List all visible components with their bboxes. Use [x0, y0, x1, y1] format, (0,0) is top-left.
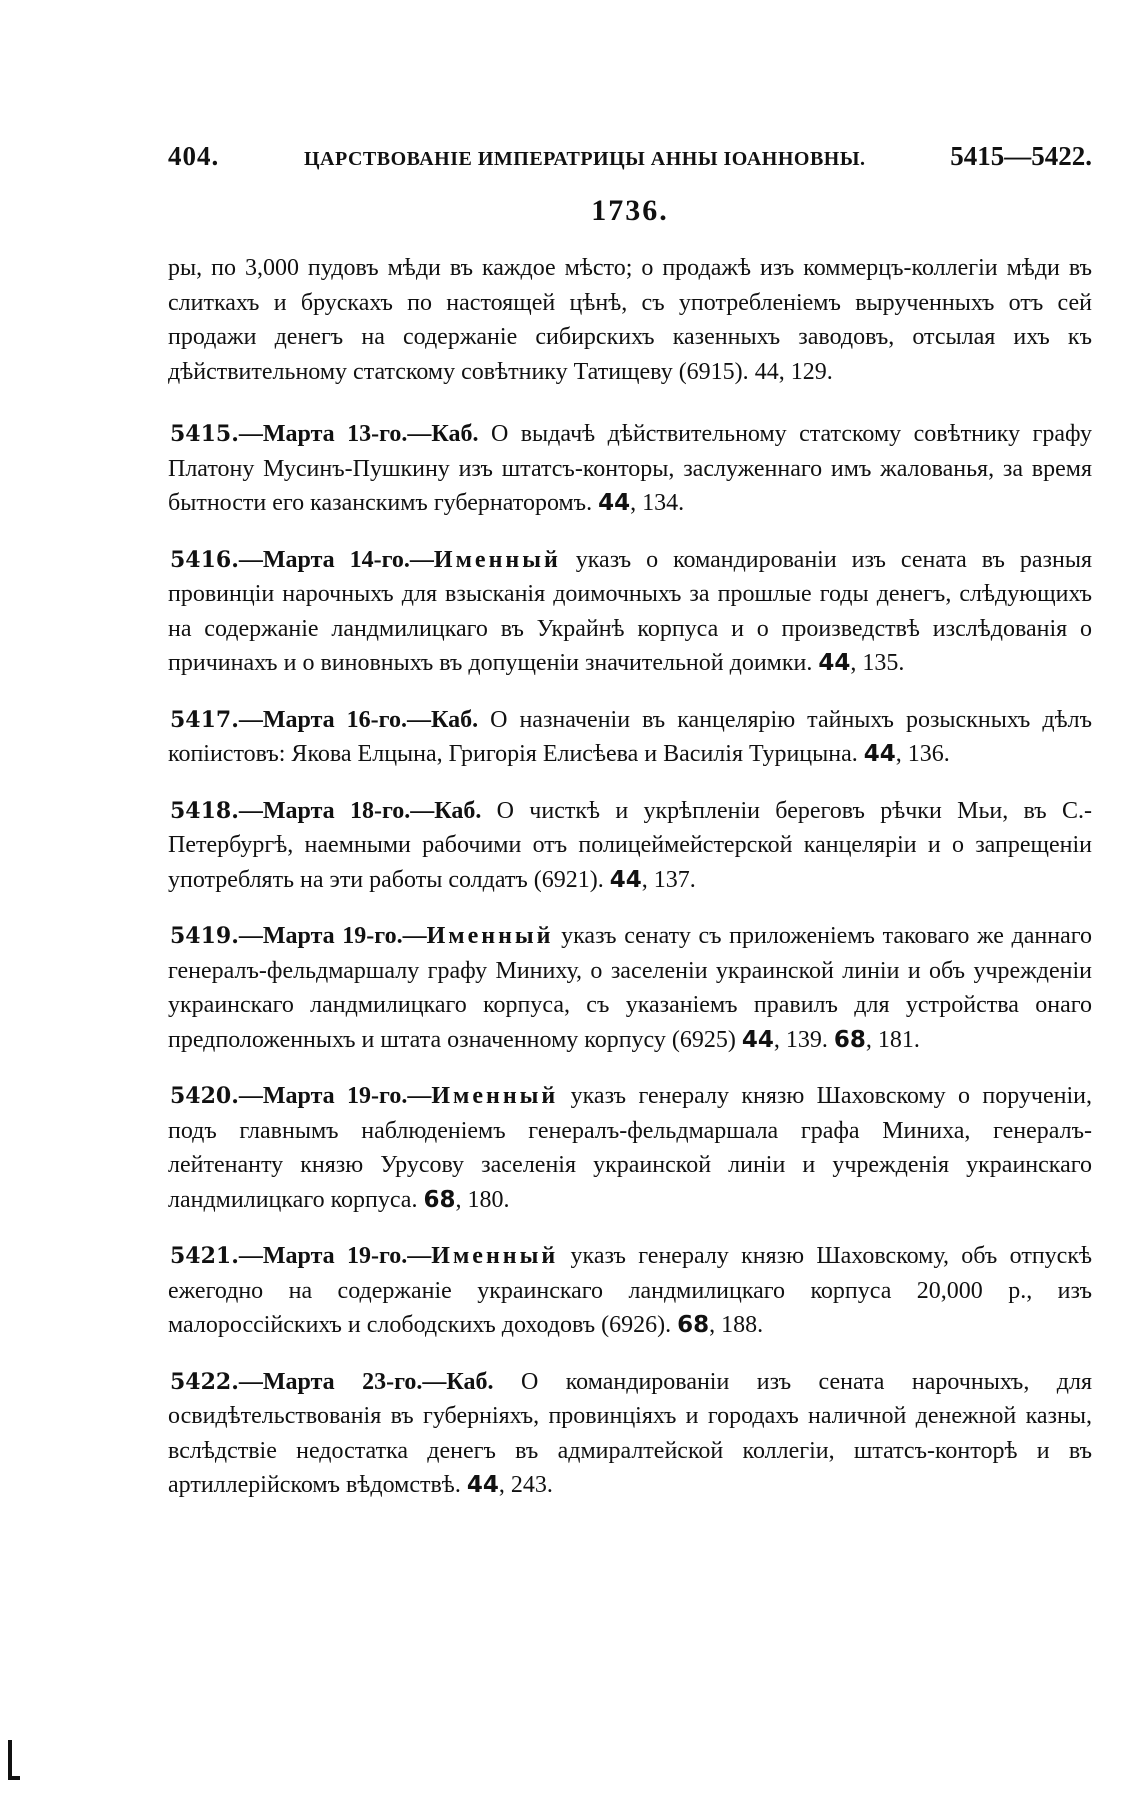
entry-text: О чисткѣ и укрѣпленіи береговъ рѣчки Мьи, въ С.-Петербургѣ, наемными рабочими отъ полицеймейстерской канцеляріи и о запрещеніи употреблять на эти работы солдатъ (6921).: [168, 797, 1092, 893]
entry-range: 5415—5422.: [950, 141, 1092, 171]
source-volume: 44: [741, 1026, 774, 1053]
source-volume: 44: [818, 650, 851, 676]
document-page: [168, 138, 1092, 1525]
reign-title: ЦАРСТВОВАНІЕ ИМПЕРАТРИЦЫ АННЫ ІОАННОВНЫ.: [303, 148, 866, 170]
entry-text: указъ о командированіи изъ сената въ разныя провинціи нарочныхъ для взысканія доимочныхъ за прошлые годы денегъ, слѣдующихъ на содержаніе ландмилицкаго въ Украйнѣ корпуса и о произведствѣ изслѣдованія о причинахъ и о виновныхъ въ допущеніи значительной доимки.: [168, 546, 1092, 676]
page-number: 404.: [168, 141, 220, 171]
year-heading: 1736.: [591, 194, 669, 227]
entry-date: —Марта 13-го.—Каб.: [238, 421, 479, 447]
entry-number: 5422.: [170, 1368, 239, 1395]
entry-5415: [168, 417, 1092, 521]
entry-number: 5421.: [170, 1243, 239, 1269]
entry-text: О командированіи изъ сената нарочныхъ, для освидѣтельствованія въ губерніяхъ, провинціяхъ и городахъ наличной денежной казны, вслѣдствіе недостатка денегъ въ адмиралтейской коллегіи, штатсъ-конторѣ и въ артиллерійскомъ вѣдомствѣ.: [168, 1368, 1092, 1498]
source-pages: , 243.: [498, 1472, 553, 1498]
source-pages: , 180.: [455, 1186, 510, 1213]
decree-kind: Именный: [431, 1083, 559, 1109]
entry-5422: [168, 1365, 1092, 1503]
entry-date: —Марта 18-го.—Каб.: [238, 797, 482, 824]
source-pages: , 188.: [709, 1312, 764, 1338]
entry-date: —Марта 14-го.—: [238, 546, 434, 573]
source-pages: , 139.: [773, 1026, 828, 1053]
source-volume: 44: [754, 358, 779, 385]
entry-number: 5415.: [170, 421, 239, 447]
source-volume: 68: [677, 1312, 710, 1338]
source-pages: , 137.: [641, 866, 696, 893]
decree-kind: Именный: [431, 1243, 559, 1269]
entry-5418: [168, 794, 1092, 898]
margin-corner-mark: [8, 1740, 20, 1780]
entry-number: 5418.: [170, 797, 239, 824]
source-pages: , 136.: [895, 741, 950, 767]
entry-number: 5420.: [170, 1083, 239, 1109]
entry-number: 5416.: [170, 546, 239, 573]
entry-date: —Марта 19-го.—: [238, 1243, 432, 1269]
source-volume-2: 68: [833, 1026, 866, 1053]
source-volume: 44: [609, 866, 642, 893]
source-pages: , 129.: [778, 358, 833, 385]
source-volume: 44: [598, 490, 631, 516]
entry-5419: [168, 919, 1092, 1057]
entry-text: указъ генералу князю Шаховскому о порученіи, подъ главнымъ наблюденіемъ генералъ-фельдмаршала графа Миниха, генералъ-лейтенанту князю Урусову заселенія украинской линіи и учрежденія украинскаго ландмилицкаго корпуса.: [168, 1083, 1093, 1213]
entry-date: —Марта 19-го.—: [238, 1083, 432, 1109]
entry-text: указъ генералу князю Шаховскому, объ отпускѣ ежегодно на содержаніе украинскаго ландмилицкаго корпуса 20,000 р., изъ малороссійскихъ и слободскихъ доходовъ (6926).: [168, 1243, 1093, 1338]
source-volume: 44: [863, 741, 896, 767]
entry-number: 5417.: [170, 706, 239, 733]
entry-text: О назначеніи въ канцелярію тайныхъ розыскныхъ дѣлъ копіистовъ: Якова Елцына, Григорія Елисѣева и Василія Турицына.: [168, 706, 1092, 767]
decree-kind: Именный: [426, 923, 554, 949]
entry-date: —Марта 16-го.—Каб.: [238, 706, 479, 733]
source-volume: 68: [423, 1186, 456, 1213]
entry-5421: [168, 1239, 1092, 1343]
source-pages: , 135.: [850, 650, 905, 676]
entry-text: указъ сенату съ приложеніемъ таковаго же даннаго генералъ-фельдмаршалу графу Миниху, о заселеніи украинской линіи и объ учрежденіи украинскаго ландмилицкаго корпуса, съ указаніемъ правилъ для устройства онаго предположенныхъ и штата означенному корпусу (6925): [168, 923, 1092, 1053]
entry-number: 5419.: [170, 923, 239, 949]
entry-5420: [168, 1079, 1092, 1217]
running-head: [168, 138, 1092, 177]
source-pages: , 134.: [630, 490, 685, 516]
source-pages-2: , 181.: [865, 1026, 920, 1053]
entry-date: —Марта 23-го.—Каб.: [238, 1368, 494, 1395]
entry-date: —Марта 19-го.—: [238, 923, 427, 949]
source-volume: 44: [466, 1472, 499, 1498]
entry-5417: [168, 703, 1092, 772]
entry-text: О выдачѣ дѣйствительному статскому совѣтнику графу Платону Мусинъ-Пушкину изъ штатсъ-конторы, заслуженнаго имъ жалованья, за время бытности его казанскимъ губернаторомъ.: [168, 421, 1092, 516]
continuation-text: ры, по 3,000 пудовъ мѣди въ каждое мѣсто; о продажѣ изъ коммерцъ-коллегіи мѣди въ слиткахъ и брускахъ по настоящей цѣнѣ, съ употребленіемъ вырученныхъ отъ сей продажи денегъ на содержаніе сибирскихъ казенныхъ заводовъ, отсылая ихъ къ дѣйствительному статскому совѣтнику Татищеву (6915).: [168, 255, 1092, 385]
decree-kind: Именный: [433, 546, 561, 573]
entry-5416: [168, 543, 1092, 681]
continuation-paragraph: [168, 251, 1092, 389]
